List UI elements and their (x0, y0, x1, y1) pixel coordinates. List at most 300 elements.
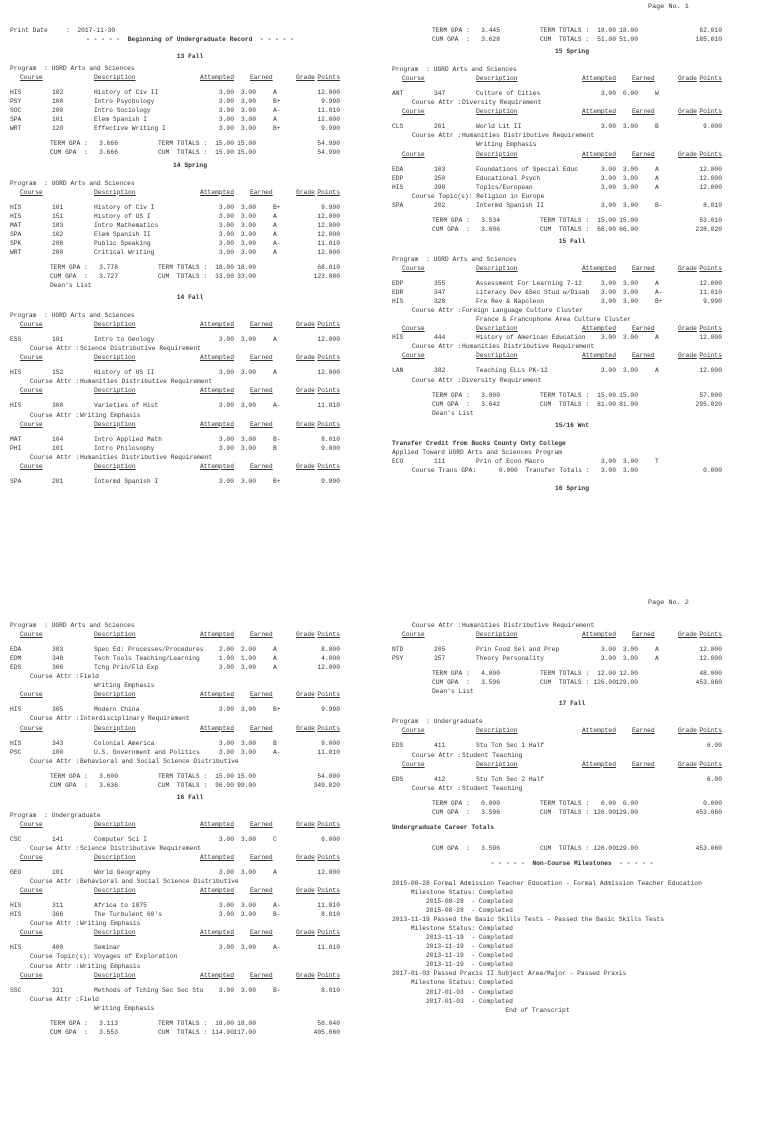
course-points: 8.010 (321, 435, 340, 443)
course-attribute (10, 377, 380, 386)
course-attribute (10, 411, 380, 420)
course-grade: B (655, 123, 659, 131)
course-description: Spec Ed: Processes/Procedures (94, 646, 204, 654)
course-subject: ANT (392, 90, 404, 98)
header-course: Course (402, 760, 425, 768)
header-earned: Earned (632, 352, 655, 360)
header-description: Description (94, 929, 136, 937)
header-earned: Earned (250, 354, 273, 362)
total-points: 238.020 (695, 225, 722, 233)
course-row (10, 910, 380, 919)
course-points: 12.000 (317, 212, 340, 220)
course-grade: A (655, 174, 659, 182)
course-attr-value: Humanities Distributive Requirement (80, 378, 213, 386)
course-attr-value: Foreign Language Culture Cluster (462, 307, 583, 315)
course-row (10, 335, 380, 344)
gpa-row (392, 669, 762, 678)
total-earned: 12.00 (619, 670, 638, 678)
honor-line (392, 687, 762, 696)
course-subject: HIS (10, 902, 22, 910)
header-earned: Earned (250, 854, 273, 861)
header-earned: Earned (250, 631, 273, 639)
course-row (392, 122, 762, 131)
text-line-content: 2015-08-28 - Completed (392, 898, 513, 905)
course-attr-value: Field (80, 673, 99, 681)
header-earned: Earned (632, 150, 655, 158)
header-grade: Grade (296, 971, 315, 979)
header-grade: Grade (678, 75, 697, 83)
course-row (10, 368, 380, 377)
totals-label: TERM TOTALS : (540, 391, 590, 399)
gpa-label: TERM GPA : (50, 772, 88, 780)
header-earned: Earned (250, 188, 273, 196)
totals-label: TERM TOTALS : (158, 1019, 208, 1027)
course-subject: LAN (392, 367, 404, 375)
text-line-content: 2015-08-28 - Completed (392, 907, 513, 915)
total-earned: 129.00 (615, 844, 638, 852)
header-course: Course (20, 188, 43, 196)
total-attempted: 0.00 (600, 799, 616, 807)
header-description: Description (94, 462, 136, 470)
course-grade: A (273, 116, 277, 124)
header-attempted: Attempted (199, 188, 234, 196)
course-number: 411 (434, 742, 446, 750)
term-heading (10, 793, 380, 802)
course-header-row (10, 386, 380, 395)
course-number: 102 (52, 89, 64, 97)
totals-label: CUM TOTALS : (158, 781, 208, 789)
transfer-totals-label: Course Trans GPA: 0.000 Transfer Totals : (412, 466, 590, 474)
header-attempted: Attempted (199, 321, 234, 329)
text-line (10, 311, 380, 320)
course-description: Intro Psychology (94, 98, 155, 106)
header-description: Description (476, 264, 518, 272)
course-description: Intro Sociology (94, 107, 151, 115)
gpa-label: TERM GPA : (432, 216, 470, 224)
header-course: Course (20, 820, 43, 828)
course-grade: A- (273, 902, 281, 910)
header-course: Course (20, 462, 43, 470)
course-subject: CLS (392, 123, 404, 131)
course-attempted: 3.00 (218, 116, 234, 124)
header-earned: Earned (632, 108, 655, 116)
gpa-label: TERM GPA : (432, 27, 470, 34)
course-attribute (392, 98, 762, 107)
course-number: 101 (52, 444, 64, 452)
course-description: Assessment For Learning 7-12 (476, 280, 582, 287)
header-attempted: Attempted (199, 354, 234, 362)
header-course: Course (20, 321, 43, 329)
term-heading (392, 237, 762, 246)
course-number: 261 (434, 123, 446, 131)
course-description: Modern China (94, 706, 140, 714)
course-row (10, 248, 380, 257)
header-description: Description (94, 724, 136, 732)
course-attempted: 3.00 (600, 457, 616, 465)
header-description: Description (476, 631, 518, 639)
course-grade: A (273, 248, 277, 256)
gpa-row (10, 1028, 380, 1037)
totals-label: TERM TOTALS : (158, 140, 208, 148)
header-course: Course (20, 887, 43, 895)
course-earned: 3.00 (240, 944, 256, 952)
course-attempted: 3.00 (600, 165, 616, 173)
course-attr-label: Course Attr : (412, 751, 462, 759)
course-description: Tchg Prin/Fld Exp (94, 664, 159, 672)
course-earned: 3.00 (240, 477, 256, 485)
course-subject: HIS (10, 706, 22, 714)
course-subject: SSC (10, 986, 22, 994)
gpa-value: 3.113 (99, 1019, 118, 1027)
course-description: Stu Tch Sec 2 Half (476, 775, 545, 783)
totals-label: TERM TOTALS : (540, 799, 590, 807)
gpa-label: TERM GPA : (50, 263, 88, 271)
course-attribute (10, 344, 380, 353)
header-course: Course (402, 264, 425, 272)
course-attr-label: Course Attr : (412, 376, 462, 384)
course-earned: 3.00 (622, 201, 638, 209)
header-course: Course (402, 727, 425, 735)
course-number: 250 (434, 174, 446, 182)
course-header-row (10, 886, 380, 895)
course-attempted: 3.00 (600, 90, 616, 98)
course-header-row (10, 320, 380, 329)
course-points: 12.000 (317, 869, 340, 877)
course-row (10, 106, 380, 115)
course-number: 305 (52, 706, 64, 714)
gpa-row (10, 148, 380, 157)
gpa-row (10, 263, 380, 272)
total-earned: 18.00 (619, 27, 638, 34)
total-points: 48.000 (699, 670, 722, 678)
course-description: Seminar (94, 944, 121, 952)
course-attempted: 3.00 (218, 444, 234, 452)
course-points: 12.000 (699, 280, 722, 287)
header-attempted: Attempted (581, 150, 616, 158)
print-date-label: Print Date (10, 27, 48, 34)
gpa-label: TERM GPA : (50, 1019, 88, 1027)
course-row (10, 444, 380, 453)
text-line-content: Program : UGRD Arts and Sciences (10, 312, 135, 320)
header-attempted: Attempted (199, 631, 234, 639)
course-subject: GEO (10, 869, 22, 877)
course-number: 152 (52, 369, 64, 377)
attribute-continuation (10, 681, 380, 690)
text-line-content: 2017-01-03 - Completed (392, 997, 513, 1005)
course-attr-label: Course Attr : (30, 844, 80, 852)
course-earned: 3.00 (240, 116, 256, 124)
totals-label: TERM TOTALS : (158, 772, 208, 780)
text-line (10, 811, 380, 820)
course-attempted: 3.00 (218, 944, 234, 952)
course-earned: 2.00 (240, 646, 256, 654)
header-grade: Grade (678, 760, 697, 768)
course-number: 328 (434, 298, 446, 306)
course-attr-value: Diversity Requirement (462, 99, 542, 107)
text-line-content: 2013-11-19 Passed the Basic Skills Tests - Passed the Basic Skills Tests (392, 916, 665, 924)
header-attempted: Attempted (199, 929, 234, 937)
course-points: 11.010 (699, 289, 722, 297)
attribute-continuation (392, 140, 762, 149)
course-number: 300 (52, 402, 64, 410)
text-line (392, 255, 762, 264)
course-points: 8.000 (321, 646, 340, 654)
course-description: Critical Writing (94, 248, 155, 256)
course-grade: B- (273, 435, 281, 443)
course-grade: A (273, 336, 277, 344)
course-row (392, 165, 762, 174)
section-title (392, 859, 752, 868)
text-line-content: Applied Toward UGRD Arts and Sciences Program (392, 448, 563, 456)
section-title-text: - - - - - Beginning of Undergraduate Record - - - - - (86, 36, 294, 44)
total-attempted: 15.00 (215, 140, 234, 148)
gpa-label: TERM GPA : (50, 140, 88, 148)
course-subject: HIS (392, 183, 404, 191)
header-points: Points (699, 75, 722, 83)
course-number: 331 (52, 986, 64, 994)
course-grade: B (273, 444, 277, 452)
course-attr-value: Interdisciplinary Requirement (80, 715, 190, 723)
course-earned: 0.00 (622, 90, 638, 98)
course-points: 12.000 (699, 174, 722, 182)
header-grade: Grade (678, 727, 697, 735)
course-grade: A- (273, 402, 281, 410)
course-attr-label: Course Attr : (412, 343, 462, 351)
total-attempted: 18.00 (597, 27, 616, 34)
course-earned: 3.00 (240, 706, 256, 714)
course-attr-label: Course Attr : (30, 878, 80, 886)
total-points: 68.010 (317, 263, 340, 271)
course-number: 101 (52, 336, 64, 344)
header-description: Description (94, 188, 136, 196)
total-attempted: 15.00 (597, 391, 616, 399)
header-earned: Earned (250, 74, 273, 82)
course-header-row (392, 324, 762, 333)
gpa-label: CUM GPA : (432, 679, 470, 687)
gpa-label: CUM GPA : (50, 272, 88, 280)
header-course: Course (402, 75, 425, 83)
course-grade: A- (655, 289, 663, 297)
course-row (392, 297, 762, 306)
course-grade: A (273, 646, 277, 654)
gpa-label: TERM GPA : (432, 799, 470, 807)
course-description: The Turbulent 60's (94, 911, 163, 919)
course-row (10, 748, 380, 757)
total-earned: 15.00 (237, 149, 256, 157)
header-course: Course (20, 971, 43, 979)
course-subject: HIS (10, 212, 22, 220)
course-row (10, 230, 380, 239)
header-description: Description (94, 820, 136, 828)
course-number: 102 (52, 230, 64, 238)
header-points: Points (317, 321, 340, 329)
course-points: 12.000 (699, 334, 722, 342)
term-heading (10, 161, 380, 170)
course-description: Colonial America (94, 739, 155, 747)
header-grade: Grade (296, 188, 315, 196)
course-attribute (392, 784, 762, 793)
header-earned: Earned (250, 420, 273, 428)
course-number: 120 (52, 125, 64, 133)
course-points: 12.000 (699, 165, 722, 173)
course-earned: 3.00 (240, 902, 256, 910)
course-row (392, 89, 762, 98)
course-subject: MAT (10, 435, 22, 443)
header-earned: Earned (250, 462, 273, 470)
course-attr-label: Course Attr : (30, 411, 80, 419)
header-attempted: Attempted (199, 971, 234, 979)
course-description: Theory Personality (476, 655, 545, 663)
header-grade: Grade (296, 820, 315, 828)
course-grade: A (273, 212, 277, 220)
course-points: 12.000 (699, 655, 722, 663)
course-description: History of American Education (476, 334, 586, 342)
course-description: Elem Spanish II (94, 230, 151, 238)
header-points: Points (699, 108, 722, 116)
header-grade: Grade (678, 325, 697, 333)
text-line (10, 64, 380, 73)
header-course: Course (20, 691, 43, 699)
course-earned: 3.00 (240, 89, 256, 97)
text-line-content: Program : UGRD Arts and Sciences (10, 622, 135, 629)
total-earned: 33.00 (237, 272, 256, 280)
course-attempted: 3.00 (218, 435, 234, 443)
course-grade: A (655, 280, 659, 287)
course-number: 257 (434, 655, 446, 663)
total-earned: 18.00 (237, 1019, 256, 1027)
text-line (392, 942, 762, 951)
header-course: Course (20, 929, 43, 937)
honor-text: Dean's List (432, 688, 474, 696)
course-attr-label: Course Attr : (30, 453, 80, 461)
header-course: Course (402, 150, 425, 158)
text-line-content: Program : Undergraduate (392, 718, 483, 726)
course-attempted: 3.00 (218, 248, 234, 256)
gpa-label: CUM GPA : (432, 844, 470, 852)
header-course: Course (20, 354, 43, 362)
header-grade: Grade (678, 352, 697, 360)
course-row (392, 645, 762, 654)
course-header-row (10, 188, 380, 197)
text-line-content: Program : UGRD Arts and Sciences (10, 65, 135, 73)
total-points: 405.060 (313, 1028, 340, 1036)
bold-heading (392, 823, 762, 832)
header-earned: Earned (250, 929, 273, 937)
gpa-row (392, 678, 762, 687)
honor-text: Dean's List (432, 409, 474, 417)
course-header-row (10, 353, 380, 362)
header-grade: Grade (296, 354, 315, 362)
course-attempted: 3.00 (600, 201, 616, 209)
header-attempted: Attempted (199, 820, 234, 828)
course-header-row (10, 420, 380, 429)
gpa-label: TERM GPA : (432, 670, 470, 678)
course-row (10, 401, 380, 410)
text-line-content: 2017-01-03 Passed Praxis II Subject Area/Major - Passed Praxis (392, 970, 627, 978)
total-attempted: 126.00 (593, 808, 616, 816)
bold-heading-text: Undergraduate Career Totals (392, 823, 495, 831)
course-row (392, 183, 762, 192)
course-attr-value: Humanities Distributive Requirement (462, 622, 595, 629)
course-attribute (10, 844, 380, 853)
header-attempted: Attempted (581, 631, 616, 639)
attribute-text: France & Francophone Area Culture Cluster (476, 316, 631, 324)
course-points: 6.000 (321, 835, 340, 843)
course-number: 111 (434, 457, 446, 465)
text-line (392, 717, 762, 726)
course-grade: A (655, 334, 659, 342)
course-grade: A (273, 369, 277, 377)
totals-label: TERM TOTALS : (540, 216, 590, 224)
course-points: 9.990 (321, 706, 340, 714)
course-description: Literacy Dev &Sec Stud w/Disab (476, 289, 590, 297)
course-subject: EDP (392, 280, 404, 287)
course-number: 101 (52, 203, 64, 211)
course-attribute (10, 453, 380, 462)
header-course: Course (402, 108, 425, 116)
honor-text: Dean's List (50, 282, 92, 289)
course-earned: 3.00 (240, 203, 256, 211)
course-row (392, 741, 762, 750)
text-line-content: 2015-08-28 Formal Admission Teacher Education - Formal Admission Teacher Education (392, 879, 702, 887)
text-line (392, 888, 762, 897)
text-line-content: Milestone Status: Completed (392, 888, 513, 896)
total-attempted: 15.00 (215, 772, 234, 780)
gpa-row (392, 225, 762, 234)
header-description: Description (94, 420, 136, 428)
course-attr-value: Science Distributive Requirement (80, 844, 201, 852)
totals-label: CUM TOTALS : (540, 808, 590, 816)
transfer-totals-row (392, 466, 762, 475)
course-row (10, 88, 380, 97)
course-attribute (10, 877, 380, 886)
course-subject: EDR (392, 289, 404, 297)
header-points: Points (317, 854, 340, 861)
text-line (392, 988, 762, 997)
total-attempted: 18.00 (215, 1019, 234, 1027)
header-grade: Grade (296, 631, 315, 639)
course-grade: T (655, 457, 659, 465)
course-subject: HIS (10, 89, 22, 97)
course-subject: HIS (392, 334, 404, 342)
course-number: 311 (52, 902, 64, 910)
course-grade: B+ (273, 203, 281, 211)
course-number: 208 (52, 239, 64, 247)
header-grade: Grade (296, 724, 315, 732)
course-grade: A (273, 221, 277, 229)
header-grade: Grade (678, 264, 697, 272)
course-header-row (10, 853, 380, 862)
gpa-value: 3.553 (99, 1028, 118, 1036)
course-row (10, 835, 380, 844)
total-attempted: 15.00 (597, 216, 616, 224)
header-description: Description (476, 150, 518, 158)
course-earned: 3.00 (622, 183, 638, 191)
course-earned: 3.00 (622, 457, 638, 465)
course-attr-value: Writing Emphasis (80, 962, 141, 970)
course-earned: 3.00 (240, 986, 256, 994)
course-number: 400 (52, 944, 64, 952)
course-earned: 3.00 (240, 125, 256, 133)
gpa-value: 3.778 (99, 263, 118, 271)
totals-label: TERM TOTALS : (540, 27, 590, 34)
term-title: 15 Spring (554, 48, 589, 56)
course-row (10, 115, 380, 124)
course-attr-value: Humanities Distributive Requirement (462, 132, 595, 140)
totals-label: CUM TOTALS : (540, 400, 590, 408)
course-subject: WRT (10, 248, 22, 256)
course-grade: A- (273, 748, 281, 756)
